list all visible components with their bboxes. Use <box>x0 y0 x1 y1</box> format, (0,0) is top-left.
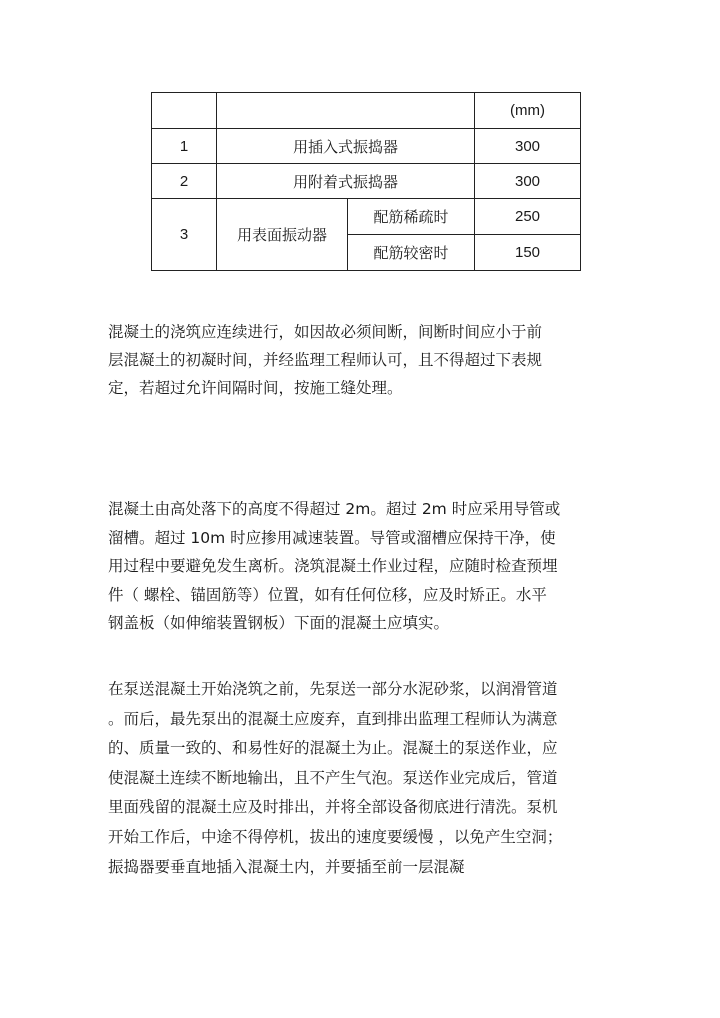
table-row <box>152 199 581 235</box>
row-method: 用插入式振捣器 <box>217 129 475 164</box>
row-index: 1 <box>152 129 217 164</box>
text-line: 层混凝土的初凝时间，并经监理工程师认可，且不得超过下表规 <box>108 351 543 369</box>
row-index: 3 <box>152 199 217 271</box>
text-line: 定，若超过允许间隔时间，按施工缝处理。 <box>108 379 403 397</box>
paragraph-pouring-continuity <box>108 318 608 402</box>
row-condition: 配筋稀疏时 <box>348 199 475 235</box>
paragraph-drop-height <box>108 495 608 638</box>
header-unit-cell: (mm) <box>475 93 581 129</box>
paragraph-pumping <box>108 675 608 882</box>
row-value: 300 <box>475 164 581 199</box>
text-line: 开始工作后，中途不得停机，拔出的速度要缓慢 ，以免产生空洞； <box>108 827 563 846</box>
text-line: 里面残留的混凝土应及时排出，并将全部设备彻底进行清洗。泵机 <box>108 798 558 817</box>
row-value: 300 <box>475 129 581 164</box>
row-method: 用表面振动器 <box>217 199 348 271</box>
table-header-row <box>152 93 581 129</box>
text-line: 用过程中要避免发生离析。浇筑混凝土作业过程，应随时检查预埋 <box>108 557 558 575</box>
text-line: 混凝土的浇筑应连续进行，如因故必须间断，间断时间应小于前 <box>108 323 543 341</box>
vibration-depth-table <box>151 92 581 271</box>
text-line: 溜槽。超过 10m 时应掺用减速装置。导管或溜槽应保持干净，使 <box>108 528 556 547</box>
header-index-cell <box>152 93 217 129</box>
text-line: 在泵送混凝土开始浇筑之前，先泵送一部分水泥砂浆，以润滑管道 <box>108 680 558 698</box>
row-value: 150 <box>475 235 581 271</box>
header-method-cell <box>217 93 475 129</box>
text-line: 使混凝土连续不断地输出，且不产生气泡。泵送作业完成后，管道 <box>108 768 558 787</box>
row-index: 2 <box>152 164 217 199</box>
text-line: 。而后，最先泵出的混凝土应废弃，直到排出监理工程师认为满意 <box>108 709 558 728</box>
row-value: 250 <box>475 199 581 235</box>
table-row <box>152 164 581 199</box>
text-line: 件（ 螺栓、锚固筋等）位置，如有任何位移，应及时矫正。水平 <box>108 585 547 604</box>
text-line: 钢盖板（如伸缩装置钢板）下面的混凝土应填实。 <box>108 614 450 632</box>
text-line: 混凝土由高处落下的高度不得超过 2m。超过 2m 时应采用导管或 <box>108 500 561 518</box>
text-line: 的、质量一致的、和易性好的混凝土为止。混凝土的泵送作业，应 <box>108 739 558 758</box>
row-method: 用附着式振捣器 <box>217 164 475 199</box>
row-condition: 配筋较密时 <box>348 235 475 271</box>
text-line: 振捣器要垂直地插入混凝土内，并要插至前一层混凝 <box>108 857 465 876</box>
table-row <box>152 129 581 164</box>
